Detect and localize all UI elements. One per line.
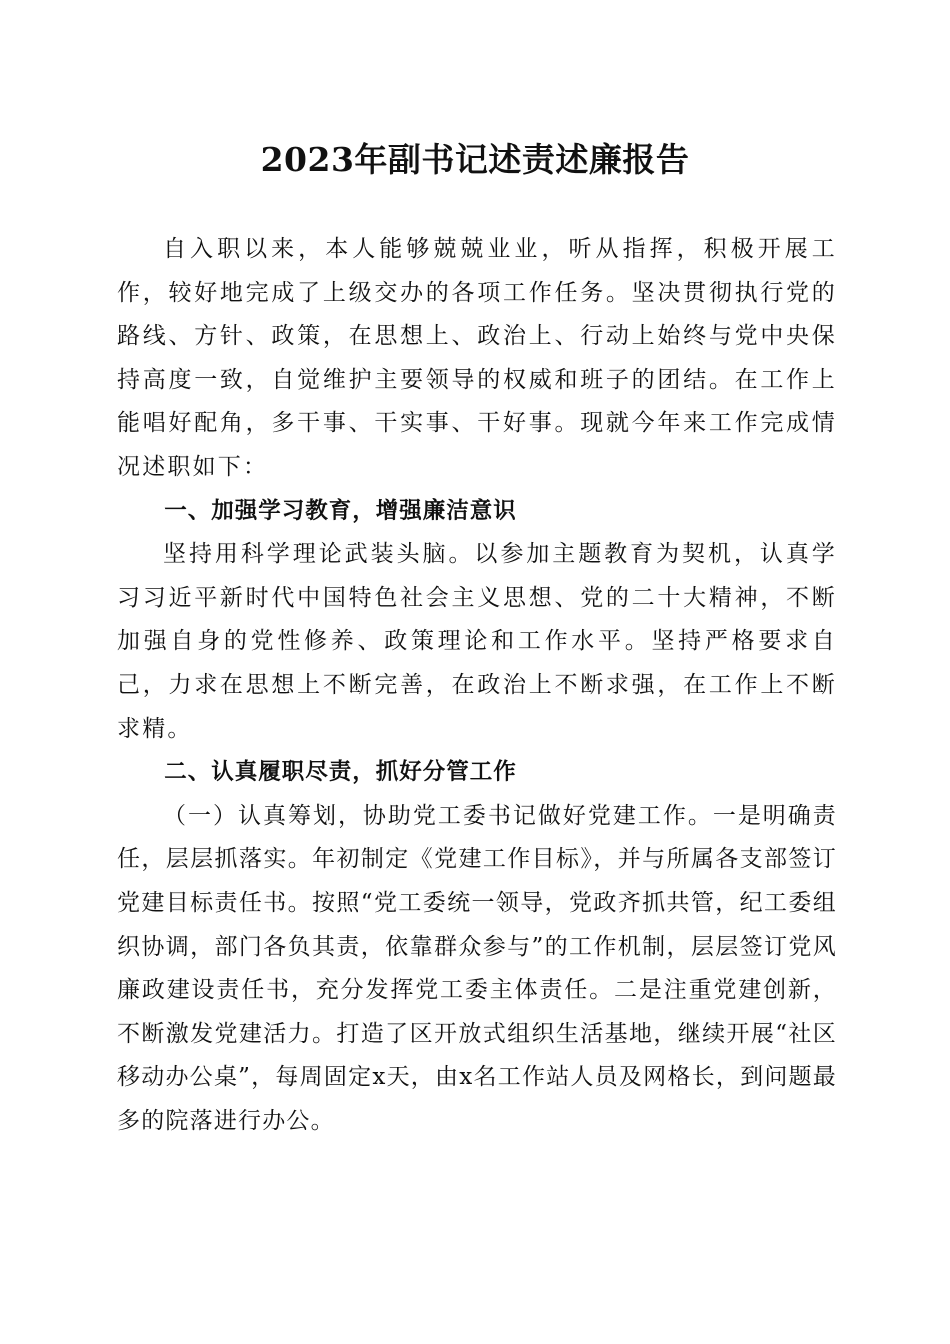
document-body [117,228,837,1143]
section-1-paragraph: 坚持用科学理论武装头脑。以参加主题教育为契机，认真学习习近平新时代中国特色社会主义思想、党的二十大精神，不断加强自身的党性修养、政策理论和工作水平。坚持严格要求自己，力求在思想上不断完善，在政治上不断求强，在工作上不断求精。 [117,541,837,742]
section-2-paragraph: （一）认真筹划，协助党工委书记做好党建工作。一是明确责任，层层抓落实。年初制定《党建工作目标》，并与所属各支部签订党建目标责任书。按照“党工委统一领导，党政齐抓共管，纪工委组织协调，部门各负其责，依靠群众参与”的工作机制，层层签订党风廉政建设责任书，充分发挥党工委主体责任。二是注重党建创新，不断激发党建活力。打造了区开放式组织生活基地，继续开展“社区移动办公桌”，每周固定x天，由x名工作站人员及网格长，到问题最多的院落进行办公。 [117,802,837,1134]
document-title: 2023年副书记述责述廉报告 [260,140,690,179]
section-heading-2: 二、认真履职尽责，抓好分管工作 [164,759,517,786]
intro-paragraph: 自入职以来，本人能够兢兢业业，听从指挥，积极开展工作，较好地完成了上级交办的各项工作任务。坚决贯彻执行党的路线、方针、政策，在思想上、政治上、行动上始终与党中央保持高度一致，自觉维护主要领导的权威和班子的团结。在工作上能唱好配角，多干事、干实事、干好事。现就今年来工作完成情况述职如下： [117,236,837,480]
section-heading-1: 一、加强学习教育，增强廉洁意识 [164,497,517,524]
